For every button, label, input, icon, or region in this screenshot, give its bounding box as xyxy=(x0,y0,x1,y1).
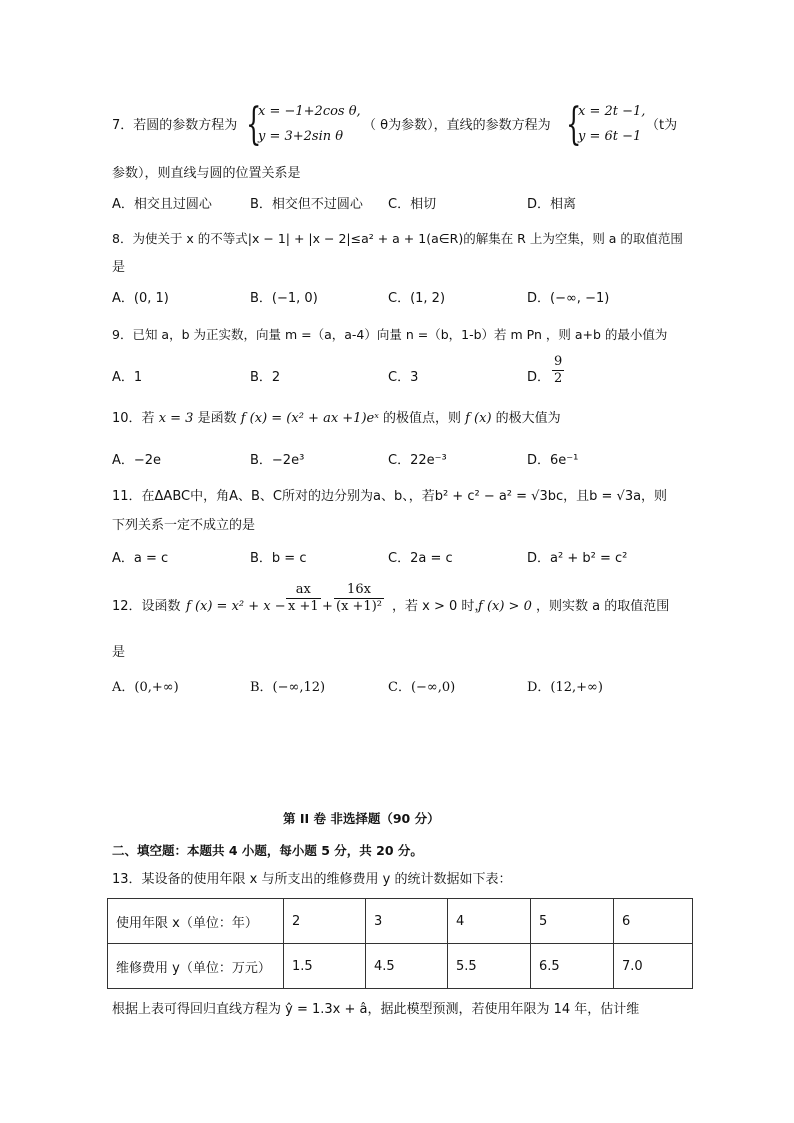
q7-prefix: 7．若圆的参数方程为 xyxy=(112,118,238,133)
q7-option-b: B．相交但不过圆心 xyxy=(250,197,363,212)
table-cell: 维修费用 y（单位：万元） xyxy=(108,944,284,989)
q10-func: f (x) = (x² + ax +1)eˣ xyxy=(240,411,379,426)
q12-plus: + xyxy=(322,599,333,614)
q8-option-b: B．(−1, 0) xyxy=(250,291,318,306)
q12-mid: ，若 x > 0 时， xyxy=(392,599,488,614)
table-cell: 1.5 xyxy=(284,944,366,989)
q9-option-c: C．3 xyxy=(388,370,419,385)
q8-option-c: C．(1, 2) xyxy=(388,291,446,306)
q8-line2: 是 xyxy=(112,260,126,275)
q13-data-table xyxy=(107,898,693,989)
table-cell: 6.5 xyxy=(531,944,614,989)
q11-line2: 下列关系一定不成立的是 xyxy=(112,518,256,533)
q9-option-b: B．2 xyxy=(250,370,281,385)
q12-option-a: A．(0,+∞) xyxy=(112,680,179,695)
q7-option-c: C．相切 xyxy=(388,197,437,212)
q12-frac2 xyxy=(334,582,384,615)
q12-option-b: B．(−∞,12) xyxy=(250,680,326,695)
table-cell: 4 xyxy=(448,899,531,944)
q10-fx: f (x) xyxy=(465,411,492,426)
table-cell: 7.0 xyxy=(614,944,693,989)
part-2-title: 第 II 卷 非选择题（90 分） xyxy=(283,811,440,826)
q12-frac2-den: (x +1)² xyxy=(336,599,382,614)
q11-option-a: A．a = c xyxy=(112,551,169,566)
q8-option-d: D．(−∞, −1) xyxy=(527,291,610,306)
q11-option-c: C．2a = c xyxy=(388,551,453,566)
q12-option-d: D．(12,+∞) xyxy=(527,680,603,695)
q7-option-a: A．相交且过圆心 xyxy=(112,197,212,212)
q10-option-c: C．22e⁻³ xyxy=(388,453,447,468)
table-cell: 4.5 xyxy=(366,944,448,989)
q10-line1 xyxy=(112,409,561,429)
table-cell: 5.5 xyxy=(448,944,531,989)
table-cell: 2 xyxy=(284,899,366,944)
q11-option-d: D．a² + b² = c² xyxy=(527,551,628,566)
q9-option-a: A．1 xyxy=(112,370,143,385)
q10-x-eq: x = 3 xyxy=(158,411,194,426)
q11-option-b: B．b = c xyxy=(250,551,307,566)
q9-line1: 9．已知 a，b 为正实数，向量 m =（a，a-4）向量 n =（b，1-b）若 m Pn ，则 a+b 的最小值为 xyxy=(112,327,668,342)
q12-frac1 xyxy=(286,582,321,615)
table-row xyxy=(108,944,693,989)
q7-option-d: D．相离 xyxy=(527,197,577,212)
q7-line-eq1: x = 2t −1, xyxy=(578,104,646,119)
q12-frac1-num: ax xyxy=(286,582,321,599)
q7-circle-eq1: x = −1+2cos θ, xyxy=(258,104,361,119)
q10-text-a: 10．若 xyxy=(112,411,159,426)
q8-option-a: A．(0, 1) xyxy=(112,291,169,306)
q10-text-b: 是函数 xyxy=(193,411,241,426)
q10-option-b: B．−2e³ xyxy=(250,453,305,468)
q13-line1: 13．某设备的使用年限 x 与所支出的维修费用 y 的统计数据如下表： xyxy=(112,872,512,887)
q9-option-d: D． xyxy=(527,370,551,385)
q10-option-d: D．6e⁻¹ xyxy=(527,453,579,468)
q12-func-a: f (x) = x² + x − xyxy=(186,599,286,614)
q12-frac2-num: 16x xyxy=(334,582,384,599)
q9-option-d-fraction xyxy=(552,354,564,387)
q12-line2: 是 xyxy=(112,645,126,660)
q7-line2: 参数），则直线与圆的位置关系是 xyxy=(112,166,301,181)
q11-line1: 11．在ΔABC中，角A、B、C所对的边分别为a、b、，若b² + c² − a² = √3bc，且b = √3a，则 xyxy=(112,489,668,504)
q7-t-note: （t为 xyxy=(646,118,678,133)
table-cell: 6 xyxy=(614,899,693,944)
q7-theta-note: （ θ为参数），直线的参数方程为 xyxy=(363,118,551,133)
q12-prefix: 12．设函数 xyxy=(112,599,181,614)
q7-circle-brace: { xyxy=(246,99,262,150)
q10-option-a: A．−2e xyxy=(112,453,162,468)
q12-suffix: ，则实数 a 的取值范围 xyxy=(536,599,670,614)
q10-text-d: 的极大值为 xyxy=(491,411,561,426)
q9-frac-num: 9 xyxy=(554,354,563,369)
q9-frac-den: 2 xyxy=(554,371,563,386)
q12-cond: f (x) > 0 xyxy=(478,599,532,614)
q12-option-c: C．(−∞,0) xyxy=(388,680,456,695)
table-cell: 3 xyxy=(366,899,448,944)
table-row xyxy=(108,899,693,944)
section-fill-in-blank: 二、填空题：本题共 4 小题，每小题 5 分，共 20 分。 xyxy=(112,843,423,858)
q13-line2: 根据上表可得回归直线方程为 ŷ = 1.3x + â，据此模型预测，若使用年限为 14 年，估计维 xyxy=(112,1002,640,1017)
q7-line-brace: { xyxy=(566,99,582,150)
q12-frac1-den: x +1 xyxy=(288,599,319,614)
q10-text-c: 的极值点，则 xyxy=(378,411,466,426)
q8-line1: 8．为使关于 x 的不等式|x − 1| + |x − 2|≤a² + a + 1(a∈R)的解集在 R 上为空集，则 a 的取值范围 xyxy=(112,231,683,246)
q7-circle-eq2: y = 3+2sin θ xyxy=(258,129,344,144)
table-cell: 5 xyxy=(531,899,614,944)
table-cell: 使用年限 x（单位：年） xyxy=(108,899,284,944)
q7-line-eq2: y = 6t −1 xyxy=(578,129,642,144)
